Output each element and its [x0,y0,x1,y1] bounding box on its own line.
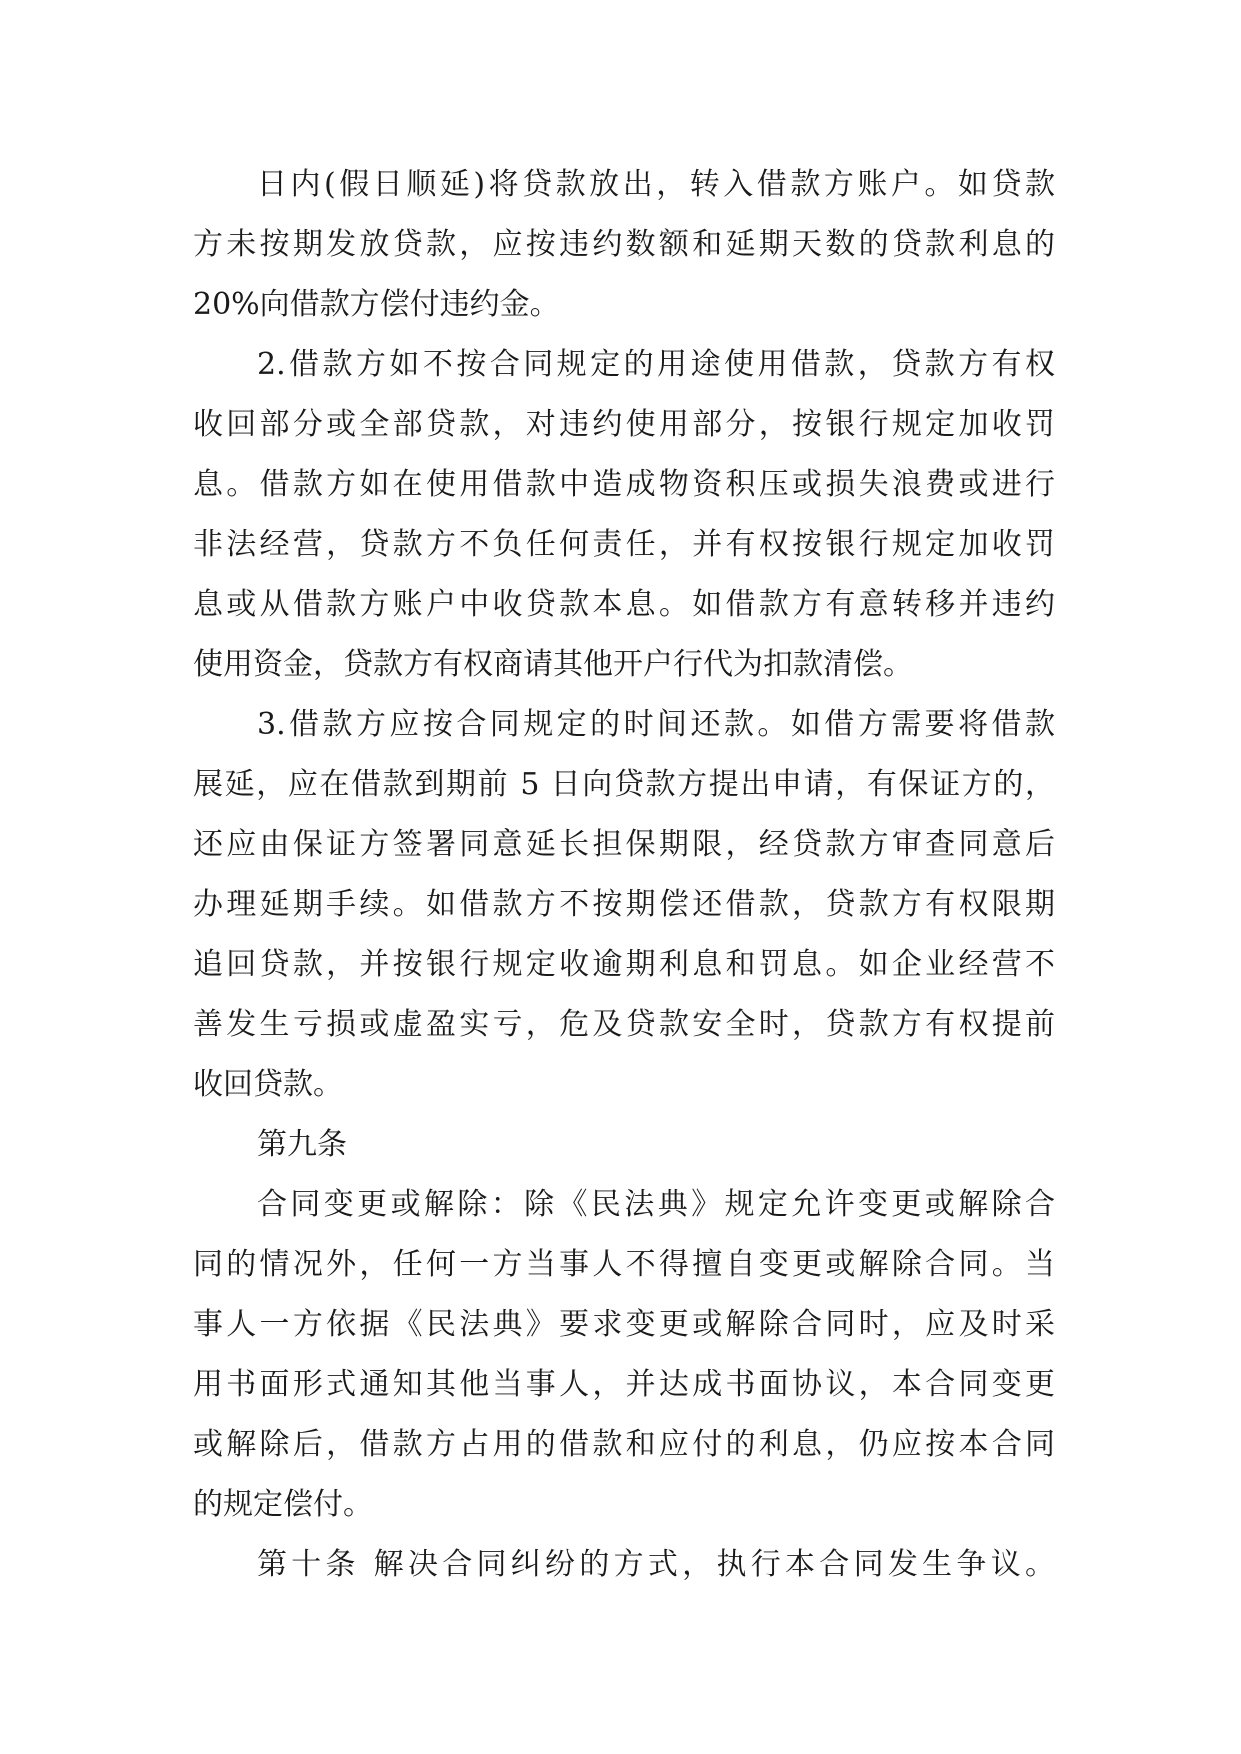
text-line: 息。借款方如在使用借款中造成物资积压或损失浪费或进行 [193,467,1055,502]
text-line: 2.借款方如不按合同规定的用途使用借款，贷款方有权 [257,347,1055,382]
text-line: 善发生亏损或虚盈实亏，危及贷款安全时，贷款方有权提前 [193,1007,1055,1042]
text-line: 展延，应在借款到期前 5 日向贷款方提出申请，有保证方的， [193,767,1055,802]
text-line: 追回贷款，并按银行规定收逾期利息和罚息。如企业经营不 [193,947,1055,982]
section-heading: 第九条 [257,1127,347,1162]
text-line: 收回贷款。 [193,1067,343,1102]
document-body [193,155,1055,1595]
text-line: 日内(假日顺延)将贷款放出，转入借款方账户。如贷款 [257,167,1055,202]
text-line: 还应由保证方签署同意延长担保期限，经贷款方审查同意后 [193,827,1055,862]
text-line: 收回部分或全部贷款，对违约使用部分，按银行规定加收罚 [193,407,1055,442]
text-line: 办理延期手续。如借款方不按期偿还借款，贷款方有权限期 [193,887,1055,922]
text-line: 方未按期发放贷款，应按违约数额和延期天数的贷款利息的 [193,227,1055,262]
text-line: 事人一方依据《民法典》要求变更或解除合同时，应及时采 [193,1307,1055,1342]
text-line: 或解除后，借款方占用的借款和应付的利息，仍应按本合同 [193,1427,1055,1462]
text-line: 第十条 解决合同纠纷的方式，执行本合同发生争议。 [257,1547,1055,1582]
text-line: 的规定偿付。 [193,1487,373,1522]
text-line: 用书面形式通知其他当事人，并达成书面协议，本合同变更 [193,1367,1055,1402]
text-line: 息或从借款方账户中收贷款本息。如借款方有意转移并违约 [193,587,1055,622]
text-line: 使用资金，贷款方有权商请其他开户行代为扣款清偿。 [193,647,913,682]
text-line: 非法经营，贷款方不负任何责任，并有权按银行规定加收罚 [193,527,1055,562]
text-line: 20%向借款方偿付违约金。 [193,287,560,322]
text-line: 3.借款方应按合同规定的时间还款。如借方需要将借款 [257,707,1055,742]
text-line: 同的情况外，任何一方当事人不得擅自变更或解除合同。当 [193,1247,1055,1282]
text-line: 合同变更或解除：除《民法典》规定允许变更或解除合 [257,1187,1055,1222]
